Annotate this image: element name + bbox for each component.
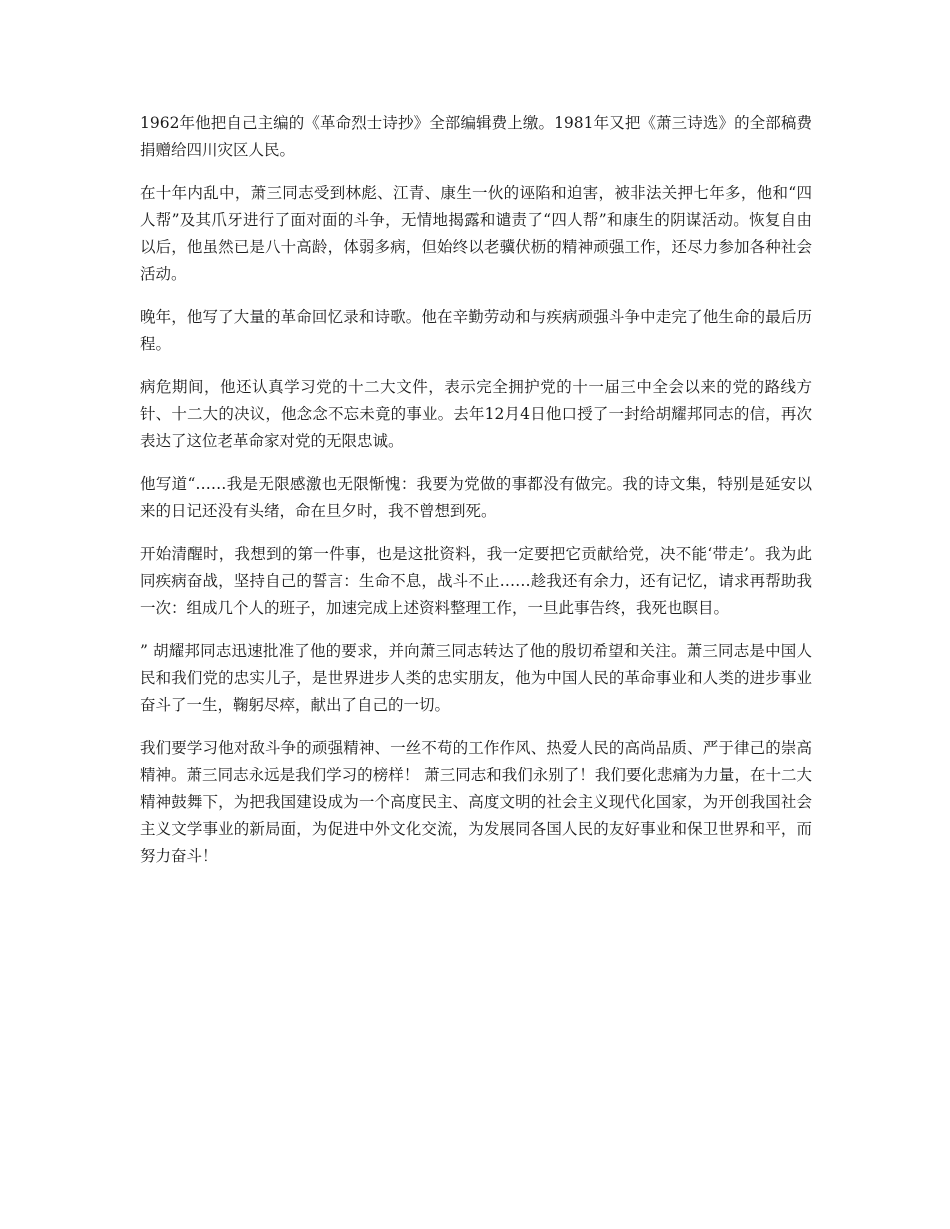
paragraph-8: 我们要学习他对敌斗争的顽强精神、一丝不苟的工作作风、热爱人民的高尚品质、严于律己的崇高精神。萧三同志永远是我们学习的榜样！ 萧三同志和我们永别了！我们要化悲痛为力量，在十二大精神鼓舞下，为把我国建设成为一个高度民主、高度文明的社会主义现代化国家，为开创我国社会主义文学事业的新局面，为促进中外文化交流，为发展同各国人民的友好事业和保卫世界和平，而努力奋斗！ [140,739,812,865]
document-body [140,110,812,886]
paragraph-2: 在十年内乱中，萧三同志受到林彪、江青、康生一伙的诬陷和迫害，被非法关押七年多，他和“四人帮”及其爪牙进行了面对面的斗争，无情地揭露和谴责了“四人帮”和康生的阴谋活动。恢复自由以后，他虽然已是八十高龄，体弱多病，但始终以老骥伏枥的精神顽强工作，还尽力参加各种社会活动。 [140,184,812,283]
paragraph-1: 1962年他把自己主编的《革命烈士诗抄》全部编辑费上缴。1981年又把《萧三诗选》的全部稿费捐赠给四川灾区人民。 [140,114,812,159]
paragraph-5: 他写道“……我是无限感激也无限惭愧：我要为党做的事都没有做完。我的诗文集，特别是延安以来的日记还没有头绪，命在旦夕时，我不曾想到死。 [140,475,812,520]
paragraph-7: ” 胡耀邦同志迅速批准了他的要求，并向萧三同志转达了他的殷切希望和关注。萧三同志是中国人民和我们党的忠实儿子，是世界进步人类的忠实朋友，他为中国人民的革命事业和人类的进步事业奋斗了一生，鞠躬尽瘁，献出了自己的一切。 [140,642,812,714]
paragraph-6: 开始清醒时，我想到的第一件事，也是这批资料，我一定要把它贡献给党，决不能‘带走’。我为此同疾病奋战，坚持自己的誓言：生命不息，战斗不止……趁我还有余力，还有记忆，请求再帮助我一次：组成几个人的班子，加速完成上述资料整理工作，一旦此事告终，我死也瞑目。 [140,545,812,617]
paragraph-4: 病危期间，他还认真学习党的十二大文件，表示完全拥护党的十一届三中全会以来的党的路线方针、十二大的决议，他念念不忘未竟的事业。去年12月4日他口授了一封给胡耀邦同志的信，再次表达了这位老革命家对党的无限忠诚。 [140,378,812,450]
paragraph-3: 晚年，他写了大量的革命回忆录和诗歌。他在辛勤劳动和与疾病顽强斗争中走完了他生命的最后历程。 [140,308,812,353]
